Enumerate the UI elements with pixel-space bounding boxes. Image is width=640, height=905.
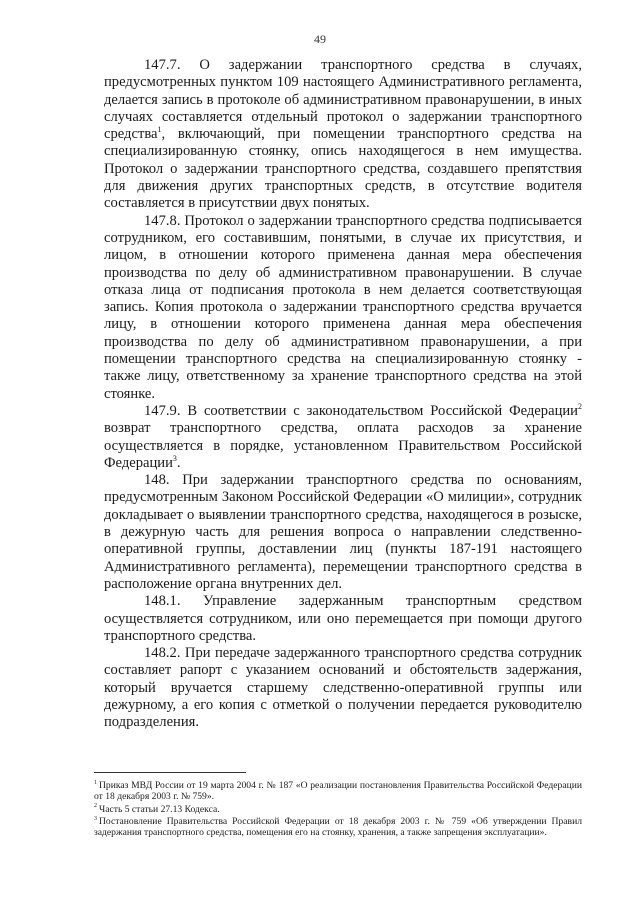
footnote-1 (94, 780, 582, 803)
paragraph-147-8: 147.8. Протокол о задержании транспортного средства подписывается сотрудником, его составившим, понятыми, в случае их присутствия, и лицом, в отношении которого применена данная мера обеспечения производства по делу об административном правонарушении. В случае отказа лица от подписания протокола в нем делается соответствующая запись. Копия протокола о задержании транспортного средства вручается лицу, в отношении которого применена данная мера обеспечения производства по делу об административном правонарушении, а при помещении транспортного средства на специализированную стоянку - также лицу, ответственному за хранение транспортного средства на этой стоянке. (104, 212, 582, 402)
paragraph-148: 148. При задержании транспортного средства по основаниям, предусмотренным Законом Российской Федерации «О милиции», сотрудник докладывает о выявлении транспортного средства, находящегося в розыске, в дежурную часть для решения вопроса о направлении следственно-оперативной группы, доставлении лиц (пункты 187-191 настоящего Административного регламента), перемещении транспортного средства в расположение органа внутренних дел. (104, 472, 582, 592)
paragraph-148-2: 148.2. При передаче задержанного транспортного средства сотрудник составляет рапорт с указанием оснований и обстоятельств задержания, который вручается старшему следственно-оперативной группы или дежурному, а его копия с отметкой о получении передается руководителю подразделения. (104, 645, 582, 731)
paragraph-147-9 (104, 403, 582, 472)
footnote-reference: 2 (578, 402, 582, 412)
footnote-mark: 1 (94, 779, 97, 786)
document-body (104, 57, 582, 732)
footnote-divider (94, 772, 246, 773)
footnote-text: Часть 5 статьи 27.13 Кодекса. (99, 803, 220, 815)
page-number: 49 (314, 32, 326, 46)
paragraph-text: . (176, 454, 181, 471)
paragraph-text: 147.7. О задержании транспортного средства в случаях, предусмотренных пунктом 109 настоящего Административного регламента, делается запись в протоколе об административном правонарушении, в иных случаях составляется отдельный протокол о задержании транспортного средства (104, 57, 582, 143)
footnote-reference: 1 (157, 125, 162, 135)
paragraph-text: , включающий, при помещении транспортного средства на специализированную стоянку, опись находящегося в нем имущества. Протокол о задержании транспортного средства, создавшего препятствия для движения других транспортных средств, в отсутствие водителя составляется в присутствии двух понятых. (104, 126, 582, 212)
footnote-mark: 2 (94, 803, 97, 810)
footnote-3 (94, 816, 582, 839)
footnote-2 (94, 804, 582, 815)
footnotes (94, 780, 582, 839)
paragraph-text: возврат транспортного средства, оплата расходов за хранение осуществляется в порядке, установленном Правительством Российской Федерации (104, 420, 582, 471)
paragraph-148-1: 148.1. Управление задержанным транспортным средством осуществляется сотрудником, или оно перемещается при помощи другого транспортного средства. (104, 593, 582, 644)
paragraph-147-7 (104, 57, 582, 213)
paragraph-text: 147.9. В соответствии с законодательством Российской Федерации (144, 402, 578, 419)
footnote-text: Приказ МВД России от 19 марта 2004 г. № 187 «О реализации постановления Правительства Российской Федерации от 18 декабря 2003 г. № 759». (94, 780, 582, 803)
footnote-text: Постановление Правительства Российской Федерации от 18 декабря 2003 г. № 759 «Об утверждении Правил задержания транспортного средства, помещения его на стоянку, хранения, а также запрещения эксплуатации». (94, 815, 582, 839)
footnote-reference: 3 (172, 453, 177, 463)
footnote-mark: 3 (94, 815, 97, 822)
